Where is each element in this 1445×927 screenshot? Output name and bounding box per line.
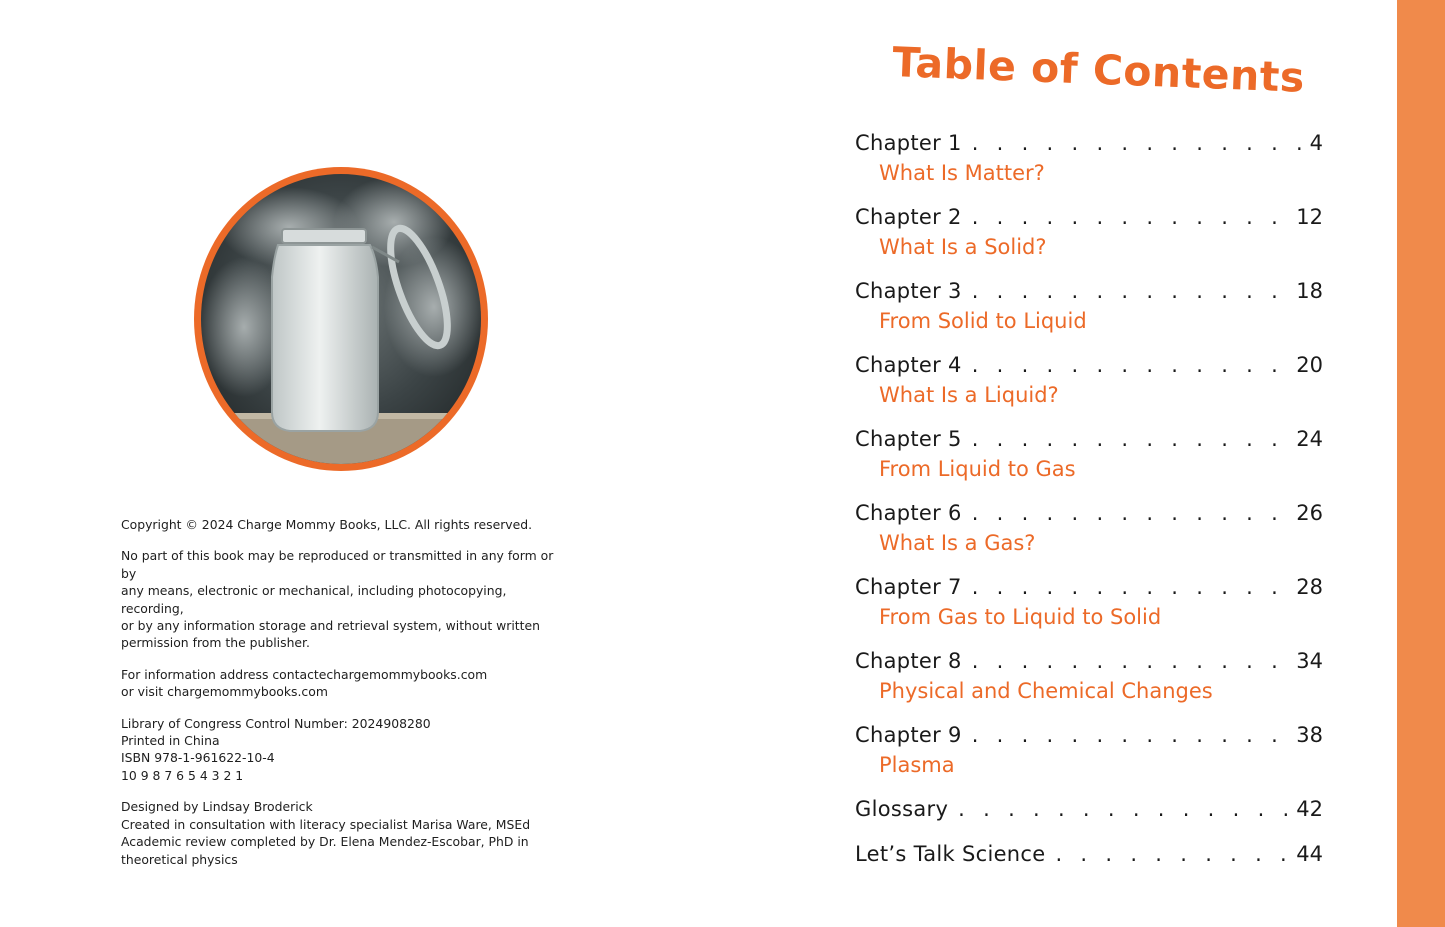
toc-entry [855, 794, 1323, 839]
toc-row [855, 646, 1323, 676]
toc-entry-label: Chapter 6 [855, 501, 962, 525]
credits-paragraph [121, 798, 571, 868]
catalog-line: Printed in China [121, 733, 220, 749]
toc-dot-leader [972, 572, 1289, 602]
toc-chapter-subtitle: Plasma [879, 753, 955, 777]
credits-line: theoretical physics [121, 851, 238, 867]
toc-page-number: 26 [1296, 501, 1323, 525]
toc-entry-label: Let’s Talk Science [855, 842, 1046, 866]
toc-row [855, 202, 1323, 232]
toc-page-number: 20 [1296, 353, 1323, 377]
contact-paragraph [121, 666, 571, 701]
toc-dot-leader [972, 646, 1289, 676]
contact-line: For information address contactechargemommybooks.com [121, 666, 488, 682]
toc-title: Table of Contents [891, 38, 1306, 102]
toc-chapter-subtitle: From Liquid to Gas [879, 457, 1076, 481]
catalog-line: 10 9 8 7 6 5 4 3 2 1 [121, 767, 244, 783]
toc-entry-label: Chapter 3 [855, 279, 962, 303]
toc-page-number: 28 [1296, 575, 1323, 599]
toc-dot-leader [972, 276, 1289, 306]
toc-entry [855, 720, 1323, 794]
toc-entry-label: Chapter 5 [855, 427, 962, 451]
toc-row [855, 498, 1323, 528]
toc-dot-leader [972, 424, 1289, 454]
toc-dot-leader [972, 498, 1289, 528]
toc-chapter-subtitle: What Is Matter? [879, 161, 1045, 185]
toc-entry [855, 202, 1323, 276]
toc-row [855, 572, 1323, 602]
toc-entry-label: Chapter 9 [855, 723, 962, 747]
table-of-contents [855, 128, 1323, 884]
toc-entry [855, 424, 1323, 498]
toc-row [855, 424, 1323, 454]
toc-entry [855, 350, 1323, 424]
toc-entry-label: Chapter 8 [855, 649, 962, 673]
toc-entry-label: Glossary [855, 797, 949, 821]
toc-entry-label: Chapter 2 [855, 205, 962, 229]
toc-chapter-subtitle: What Is a Liquid? [879, 383, 1059, 407]
toc-dot-leader [972, 720, 1289, 750]
toc-page-number: 42 [1296, 797, 1323, 821]
toc-entry-label: Chapter 4 [855, 353, 962, 377]
toc-page-number: 4 [1309, 131, 1323, 155]
toc-dot-leader [972, 350, 1289, 380]
toc-entry [855, 646, 1323, 720]
toc-row [855, 128, 1323, 158]
toc-dot-leader [958, 794, 1288, 824]
toc-row [855, 350, 1323, 380]
toc-entry [855, 276, 1323, 350]
toc-entry [855, 839, 1323, 884]
contact-line: or visit chargemommybooks.com [121, 684, 328, 700]
toc-page-number: 12 [1296, 205, 1323, 229]
toc-dot-leader [1055, 839, 1288, 869]
toc-page-number: 44 [1296, 842, 1323, 866]
toc-row [855, 720, 1323, 750]
toc-entry [855, 498, 1323, 572]
toc-dot-leader [972, 128, 1302, 158]
credits-line: Designed by Lindsay Broderick [121, 799, 313, 815]
toc-page-number: 18 [1296, 279, 1323, 303]
catalog-line: Library of Congress Control Number: 2024908280 [121, 715, 431, 731]
copyright-notice: Copyright © 2024 Charge Mommy Books, LLC. All rights reserved. [121, 517, 533, 532]
rights-line: or by any information storage and retrieval system, without written [121, 618, 541, 634]
copyright-block [121, 516, 571, 882]
toc-page-number: 24 [1296, 427, 1323, 451]
toc-page-number: 34 [1296, 649, 1323, 673]
toc-entry-label: Chapter 7 [855, 575, 962, 599]
toc-chapter-subtitle: Physical and Chemical Changes [879, 679, 1213, 703]
toc-entry [855, 128, 1323, 202]
rights-paragraph [121, 547, 571, 651]
toc-chapter-subtitle: What Is a Gas? [879, 531, 1036, 555]
toc-chapter-subtitle: From Gas to Liquid to Solid [879, 605, 1162, 629]
toc-entry-label: Chapter 1 [855, 131, 962, 155]
rights-line: No part of this book may be reproduced or transmitted in any form or by [121, 548, 554, 581]
toc-dot-leader [972, 202, 1289, 232]
catalog-line: ISBN 978-1-961622-10-4 [121, 750, 275, 766]
rights-line: permission from the publisher. [121, 635, 310, 651]
toc-row [855, 794, 1323, 824]
catalog-paragraph [121, 715, 571, 785]
toc-page-number: 38 [1296, 723, 1323, 747]
toc-entry [855, 572, 1323, 646]
toc-chapter-subtitle: What Is a Solid? [879, 235, 1047, 259]
rights-line: any means, electronic or mechanical, including photocopying, recording, [121, 583, 507, 616]
page-edge-band [1397, 0, 1445, 927]
credits-line: Academic review completed by Dr. Elena Mendez-Escobar, PhD in [121, 834, 529, 850]
credits-line: Created in consultation with literacy specialist Marisa Ware, MSEd [121, 816, 531, 832]
toc-row [855, 276, 1323, 306]
toc-row [855, 839, 1323, 869]
smoking-jar-photo [194, 167, 488, 471]
toc-chapter-subtitle: From Solid to Liquid [879, 309, 1087, 333]
